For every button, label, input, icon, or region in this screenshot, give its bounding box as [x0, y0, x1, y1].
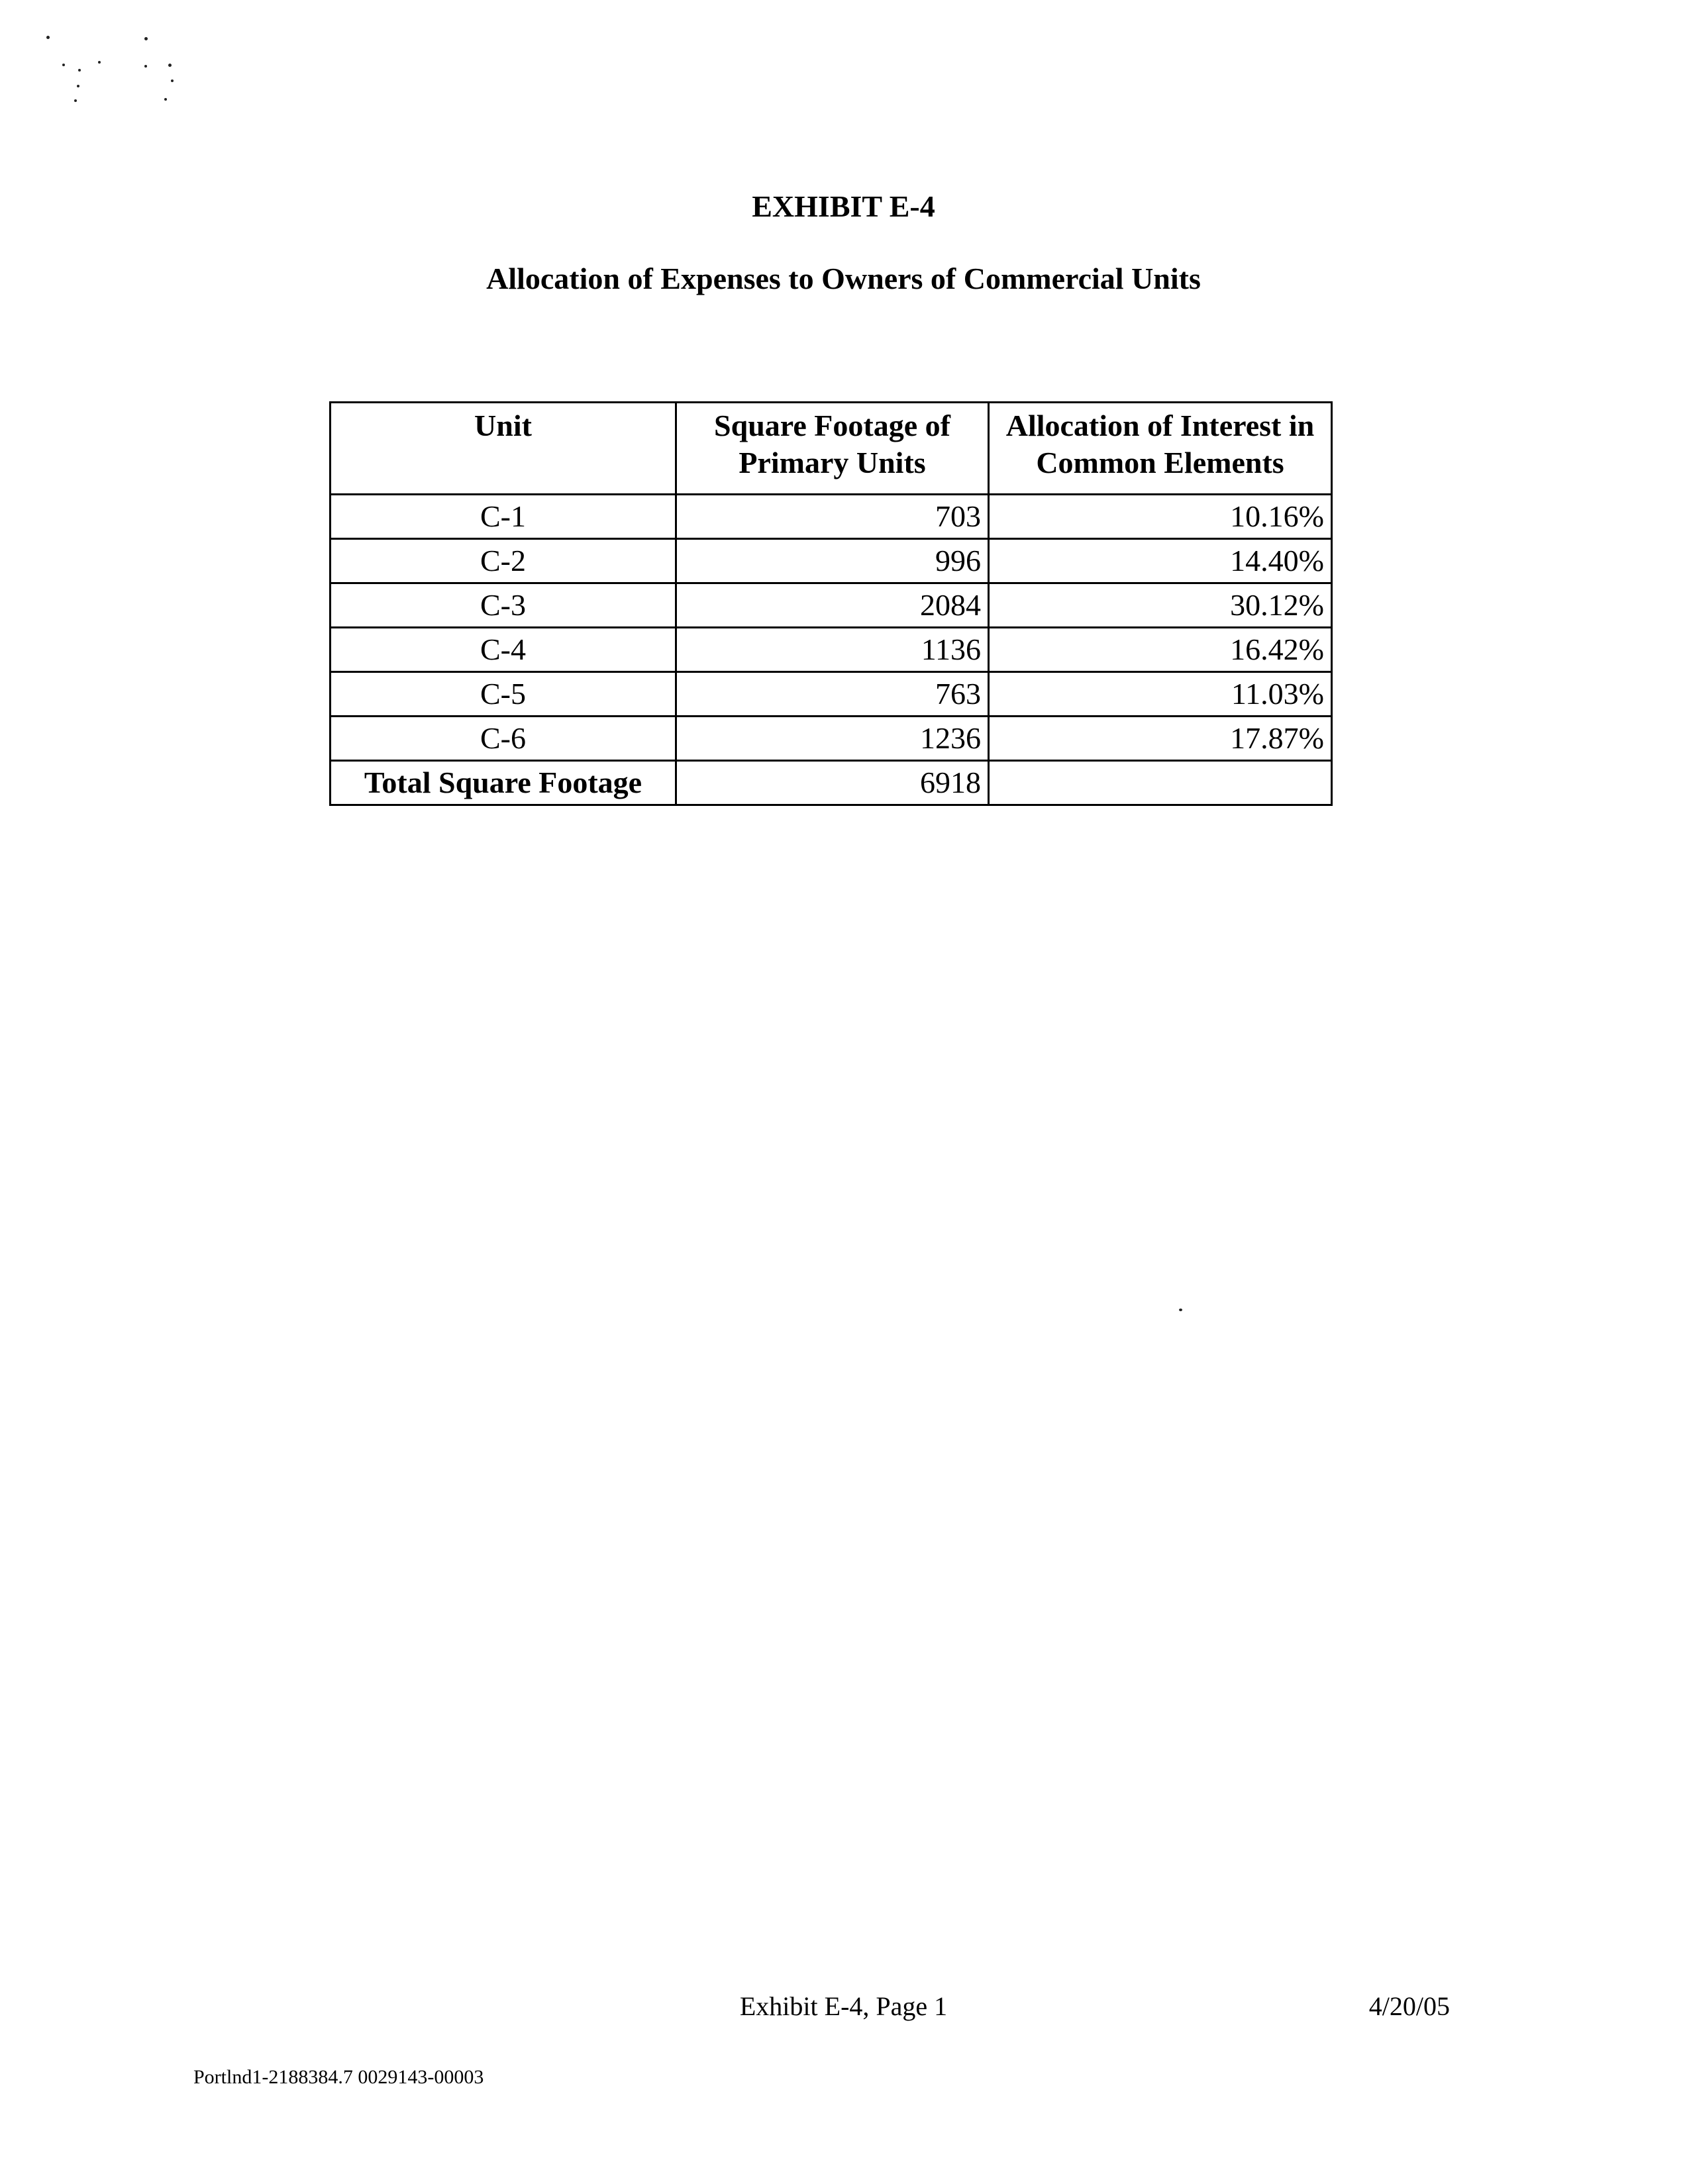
allocation-cell: 11.03%	[989, 672, 1332, 717]
exhibit-title: EXHIBIT E-4	[752, 189, 935, 223]
page-label: Exhibit E-4, Page 1	[739, 1991, 948, 2021]
allocation-cell: 30.12%	[989, 583, 1332, 628]
exhibit-subtitle: Allocation of Expenses to Owners of Commercial Units	[486, 262, 1201, 295]
column-header-unit: Unit	[331, 403, 676, 495]
sqft-cell: 996	[676, 539, 989, 583]
sqft-cell: 703	[676, 495, 989, 539]
sqft-cell: 1136	[676, 628, 989, 672]
total-label: Total Square Footage	[331, 761, 676, 805]
unit-cell: C-6	[331, 717, 676, 761]
sqft-cell: 763	[676, 672, 989, 717]
total-allocation	[989, 761, 1332, 805]
unit-cell: C-5	[331, 672, 676, 717]
total-sqft: 6918	[676, 761, 989, 805]
allocation-cell: 17.87%	[989, 717, 1332, 761]
document-id: Portlnd1-2188384.7 0029143-00003	[193, 2066, 484, 2088]
unit-cell: C-4	[331, 628, 676, 672]
table-row	[331, 539, 1332, 583]
total-row	[331, 761, 1332, 805]
footer-date: 4/20/05	[1368, 1991, 1450, 2021]
allocation-cell: 16.42%	[989, 628, 1332, 672]
table-header-row	[331, 403, 1332, 495]
unit-cell: C-3	[331, 583, 676, 628]
unit-cell: C-1	[331, 495, 676, 539]
column-header-allocation: Allocation of Interest in Common Elements	[989, 403, 1332, 495]
allocation-cell: 14.40%	[989, 539, 1332, 583]
sqft-cell: 2084	[676, 583, 989, 628]
table-row	[331, 583, 1332, 628]
table-row	[331, 495, 1332, 539]
column-header-square-footage: Square Footage of Primary Units	[676, 403, 989, 495]
table-row	[331, 628, 1332, 672]
table-row	[331, 672, 1332, 717]
allocation-table	[329, 401, 1333, 806]
allocation-cell: 10.16%	[989, 495, 1332, 539]
unit-cell: C-2	[331, 539, 676, 583]
sqft-cell: 1236	[676, 717, 989, 761]
table-row	[331, 717, 1332, 761]
